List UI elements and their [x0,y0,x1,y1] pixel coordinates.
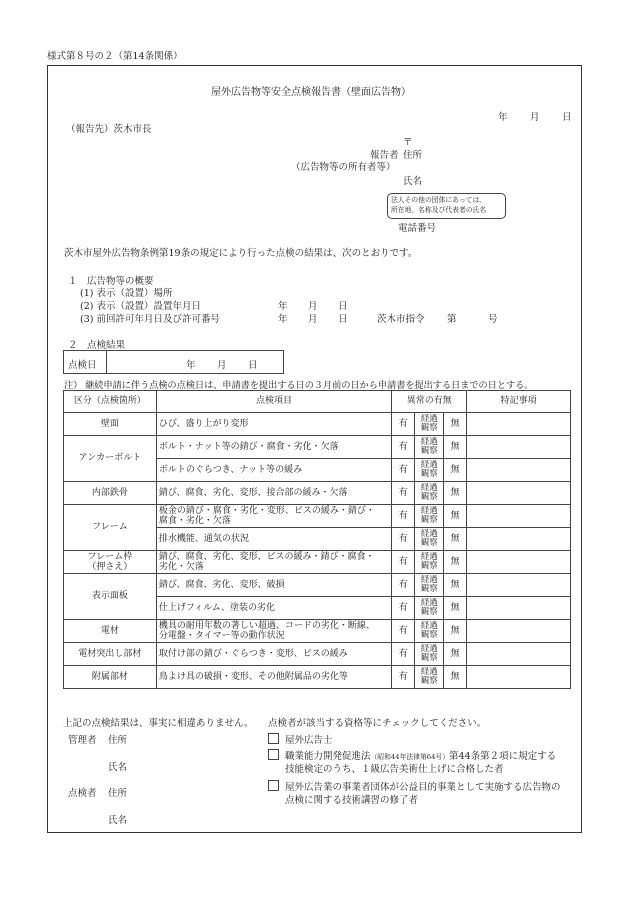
table-row [64,505,571,528]
form-number: 様式第８号の２（第14条関係） [47,51,183,62]
abnormal-observe-option[interactable] [415,505,444,528]
inspection-item [156,620,391,643]
inspector-label: 点検者 [68,788,97,799]
observe-line1: 経過 [420,506,438,516]
abnormal-observe-option[interactable] [415,413,444,436]
inspection-item [156,413,391,436]
observe-line2: 観察 [420,492,438,502]
table-row [64,643,571,666]
date-month-label: 月 [530,112,540,123]
remarks-cell[interactable] [467,459,571,482]
abnormal-observe-option[interactable] [415,666,444,689]
inspection-item [156,459,391,482]
abnormal-yes-option[interactable]: 有 [392,620,415,643]
install-year: 年 [278,301,288,312]
table-row [64,574,571,597]
inspection-year-label[interactable]: 年 [186,360,196,371]
abnormal-no-option[interactable]: 無 [444,482,467,505]
inspection-item-line1: 仕上げフィルム、塗装の劣化 [158,602,276,613]
qualification-checkbox-3[interactable] [268,780,279,791]
abnormal-yes-option[interactable]: 有 [392,413,415,436]
remarks-cell[interactable] [467,505,571,528]
inspection-item-line1: 取付け部の錆び・ぐらつき・変形、ビスの緩み [158,648,348,659]
reporter-phone-label: 電話番号 [398,223,437,234]
inspector-name-label: 氏名 [108,815,128,826]
abnormal-yes-option[interactable]: 有 [392,505,415,528]
remarks-cell[interactable] [467,528,571,551]
inspection-item [156,574,391,597]
inspection-item [156,597,391,620]
date-day-label: 日 [562,112,572,123]
permit-day: 日 [338,314,348,325]
abnormal-observe-option[interactable] [415,436,444,459]
abnormal-yes-option[interactable]: 有 [392,528,415,551]
inspection-item [156,436,391,459]
qualification-checkbox-2[interactable] [268,749,279,760]
abnormal-no-option[interactable]: 無 [444,505,467,528]
observe-line1: 経過 [420,483,438,493]
inspection-item-line1: 錆び、腐食、劣化、変形、破損 [158,579,285,590]
abnormal-no-option[interactable]: 無 [444,436,467,459]
qualification-option-1[interactable] [268,732,333,746]
section2-heading: ２ 点検結果 [68,340,126,351]
observe-line2: 観察 [420,446,438,456]
observe-line2: 観察 [420,653,438,663]
inspection-date-divider [106,350,107,374]
inspection-area: 内部鉄骨 [64,482,157,505]
abnormal-no-option[interactable]: 無 [444,620,467,643]
remarks-cell[interactable] [467,413,571,436]
addressee: （報告先）茨木市長 [66,124,152,135]
postal-mark: 〒 [403,137,413,148]
inspection-item [156,666,391,689]
inspection-item [156,528,391,551]
inspection-date-label: 点検日 [68,360,97,371]
declaration: 上記の点検結果は、事実に相違ありません。 [63,718,254,729]
remarks-cell[interactable] [467,482,571,505]
observe-line1: 経過 [420,552,438,562]
qualification-option-2-label-b: 第44条第２項に規定する [449,751,557,762]
observe-line1: 経過 [420,644,438,654]
report-title: 屋外広告物等安全点検報告書（壁面広告物） [211,87,411,98]
observe-line2: 観察 [420,423,438,433]
section1-item2: (2) 表示（設置）設置年月日 [80,301,201,312]
inspection-item [156,643,391,666]
inspection-item-line1: ボルト・ナット等の錆び・腐食・劣化・欠落 [158,441,339,452]
inspection-item-line1: 錆び、腐食、劣化、変形、ビスの緩み・錆び・腐食・ [158,551,375,562]
install-day: 日 [338,301,348,312]
observe-line1: 経過 [420,414,438,424]
observe-line2: 観察 [420,630,438,640]
intro-text: 茨木市屋外広告物条例第19条の規定により行った点検の結果は、次のとおりです。 [64,248,418,259]
reporter-name-label: 氏名 [403,176,423,187]
qualification-option-3[interactable] [268,779,561,793]
abnormal-yes-option[interactable]: 有 [392,666,415,689]
qualification-option-1-label: 屋外広告士 [285,735,333,746]
observe-line2: 観察 [420,538,438,548]
abnormal-yes-option[interactable]: 有 [392,574,415,597]
inspection-item-line2: 分電盤・タイマー等の動作状況 [158,631,285,641]
abnormal-observe-option[interactable] [415,597,444,620]
corp-note-line2: 所在地、名称及び代表者の氏名 [391,206,487,214]
inspection-area: フレーム [64,505,157,551]
inspection-item [156,505,391,528]
header-remarks: 特記事項 [467,391,571,413]
abnormal-no-option[interactable]: 無 [444,597,467,620]
inspector-address-label: 住所 [108,788,128,799]
inspection-item-line2: 劣化・欠落 [158,562,204,572]
table-row [64,436,571,459]
inspection-area: アンカーボルト [64,436,157,482]
table-row [64,666,571,689]
section1-item1: (1) 表示（設置）場所 [80,288,173,299]
inspection-item [156,551,391,574]
observe-line2: 観察 [420,515,438,525]
remarks-cell[interactable] [467,643,571,666]
observe-line2: 観察 [420,584,438,594]
abnormal-yes-option[interactable]: 有 [392,459,415,482]
inspection-item-line1: 排水機能、通気の状況 [158,533,249,544]
abnormal-yes-option[interactable]: 有 [392,643,415,666]
inspection-area: 附属部材 [64,666,157,689]
inspection-item [156,482,391,505]
inspection-item-line1: ボルトのぐらつき、ナット等の緩み [158,464,303,475]
abnormal-yes-option[interactable]: 有 [392,482,415,505]
table-row [64,413,571,436]
inspection-item-line1: 錆び、腐食、劣化、変形、接合部の緩み・欠落 [158,487,348,498]
observe-line2: 観察 [420,469,438,479]
inspection-area-line1: フレーム枠 [87,551,133,562]
inspection-table [63,390,571,689]
table-row [64,620,571,643]
manager-label: 管理者 [68,735,97,746]
inspection-area: 電材 [64,620,157,643]
abnormal-no-option[interactable]: 無 [444,574,467,597]
header-abnormal: 異常の有無 [392,391,467,413]
abnormal-yes-option[interactable]: 有 [392,597,415,620]
inspection-month-label[interactable]: 月 [217,360,227,371]
corp-note-line1: 法人その他の団体にあっては、 [391,196,487,204]
qualification-option-2-line2: 技能検定のうち、１級広告美術仕上げに合格した者 [285,764,504,775]
inspection-area-line2: （押さえ） [87,562,133,572]
table-header-row [64,391,571,413]
qualification-option-2[interactable] [268,748,556,762]
permit-go: 号 [488,314,498,325]
install-month: 月 [308,301,318,312]
inspection-item-line1: 鳥よけ具の破損・変形、その他附属品の劣化等 [158,671,348,682]
abnormal-yes-option[interactable]: 有 [392,436,415,459]
reporter-owner-note: （広告物等の所有者等） [291,162,396,173]
manager-name-label: 氏名 [108,762,128,773]
reporter-address-label: 住所 [403,150,423,161]
qualification-option-3-label: 屋外広告業の事業者団体が公益目的事業として実施する広告物の [285,782,561,793]
remarks-cell[interactable] [467,597,571,620]
remarks-cell[interactable] [467,620,571,643]
observe-line1: 経過 [420,598,438,608]
remarks-cell[interactable] [467,436,571,459]
inspection-item-line1: ひび、盛り上がり変形 [158,418,249,429]
observe-line1: 経過 [420,529,438,539]
qualification-option-2-law-ref: （昭和44年法律第64号） [370,753,449,761]
observe-line2: 観察 [420,676,438,686]
header-area: 区分（点検箇所） [64,391,157,413]
observe-line1: 経過 [420,437,438,447]
inspection-note: 注） 継続申請に伴う点検の点検日は、申請書を提出する日の３月前の日から申請書を提出する日までの日とする。 [64,380,534,391]
abnormal-observe-option[interactable] [415,574,444,597]
date-year-label: 年 [498,112,508,123]
remarks-cell[interactable] [467,666,571,689]
abnormal-no-option[interactable]: 無 [444,528,467,551]
abnormal-no-option[interactable]: 無 [444,413,467,436]
remarks-cell[interactable] [467,574,571,597]
section1-item3: (3) 前回許可年月日及び許可番号 [80,314,220,325]
abnormal-observe-option[interactable] [415,551,444,574]
observe-line1: 経過 [420,667,438,677]
inspection-area: 表示面板 [64,574,157,620]
permit-year: 年 [278,314,288,325]
qualification-checkbox-1[interactable] [268,733,279,744]
observe-line1: 経過 [420,460,438,470]
reporter-label: 報告者 [370,150,399,161]
table-row [64,551,571,574]
qualification-option-2-label-a: 職業能力開発促進法 [285,751,371,762]
section1-heading: １ 広告物等の概要 [68,276,154,287]
observe-line1: 経過 [420,575,438,585]
inspection-item-line1: 機具の耐用年数の著しい超過、コードの劣化・断線、 [158,620,375,631]
abnormal-no-option[interactable]: 無 [444,666,467,689]
remarks-cell[interactable] [467,551,571,574]
header-item: 点検項目 [156,391,391,413]
abnormal-observe-option[interactable] [415,643,444,666]
qualification-heading: 点検者が該当する資格等にチェックしてください。 [268,718,487,729]
inspection-day-label[interactable]: 日 [248,360,258,371]
permit-dai: 第 [447,314,457,325]
permit-prefix: 茨木市指令 [377,314,425,325]
abnormal-no-option[interactable]: 無 [444,643,467,666]
observe-line1: 経過 [420,621,438,631]
manager-address-label: 住所 [108,735,128,746]
abnormal-no-option[interactable]: 無 [444,551,467,574]
inspection-area: 電材突出し部材 [64,643,157,666]
abnormal-observe-option[interactable] [415,620,444,643]
abnormal-observe-option[interactable] [415,528,444,551]
abnormal-no-option[interactable]: 無 [444,459,467,482]
observe-line2: 観察 [420,607,438,617]
abnormal-observe-option[interactable] [415,482,444,505]
abnormal-observe-option[interactable] [415,459,444,482]
inspection-area [64,551,157,574]
abnormal-yes-option[interactable]: 有 [392,551,415,574]
qualification-option-3-line2: 点検に関する技術講習の修了者 [285,795,419,806]
observe-line2: 観察 [420,561,438,571]
permit-month: 月 [308,314,318,325]
inspection-item-line1: 板金の錆び・腐食・劣化・変形、ビスの緩み・錆び・ [158,505,375,516]
inspection-area: 壁面 [64,413,157,436]
table-row [64,482,571,505]
inspection-item-line2: 腐食・劣化・欠落 [158,516,231,526]
